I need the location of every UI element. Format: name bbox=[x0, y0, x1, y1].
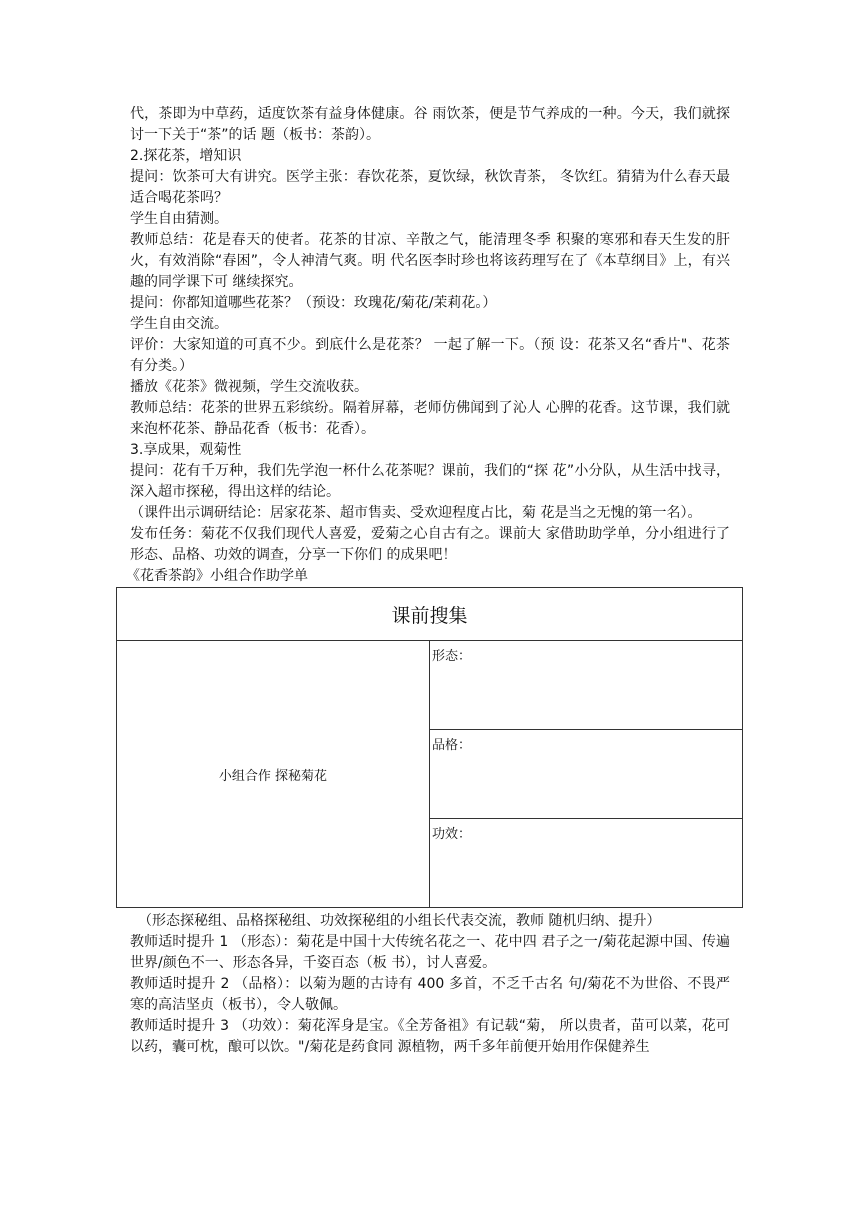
paragraph: 教师总结：花是春天的使者。花茶的甘凉、辛散之气，能清理冬季 积聚的寒邪和春天生发的肝火，有效消除“春困”，令人神清气爽。明 代名医李时珍也将该药理写在了《本草纲目》上，有兴趣的同学课下可 继续探究。 bbox=[130, 232, 730, 290]
paragraph: 教师适时提升 2 （品格）：以菊为题的古诗有 400 多首，不乏千古名 句/菊花不为世俗、不畏严寒的高洁坚贞（板书），令人敬佩。 bbox=[130, 976, 730, 1013]
paragraph: （形态探秘组、品格探秘组、功效探秘组的小组长代表交流，教师 随机归纳、提升） bbox=[138, 913, 661, 929]
paragraph: 评价：大家知道的可真不少。到底什么是花茶？ 一起了解一下。（预 设：花茶又名“香片"、花茶有分类。） bbox=[130, 337, 730, 374]
section-heading: 3.享成果，观菊性 bbox=[130, 442, 242, 458]
paragraph: 学生自由交流。 bbox=[130, 316, 228, 332]
document-body bbox=[126, 104, 730, 1058]
form-cell-shape[interactable]: 形态： bbox=[430, 641, 743, 730]
paragraph: 提问：你都知道哪些花茶？（预设：玫瑰花/菊花/茉莉花。） bbox=[130, 295, 497, 311]
paragraph: 提问：花有千万种，我们先学泡一杯什么花茶呢？课前，我们的“探 花”小分队，从生活中找寻，深入超市探秘，得出这样的结论。 bbox=[130, 463, 730, 500]
paragraph: 播放《花茶》微视频，学生交流收获。 bbox=[130, 379, 368, 395]
form-cell-efficacy[interactable]: 功效： bbox=[430, 819, 743, 908]
paragraph: 教师适时提升 1 （形态）：菊花是中国十大传统名花之一、花中四 君子之一/菊花起源中国、传遍世界/颜色不一、形态各异，千姿百态（板 书），讨人喜爱。 bbox=[130, 934, 730, 971]
paragraph: 教师适时提升 3 （功效）：菊花浑身是宝。《全芳备祖》有记载“菊， 所以贵者，苗可以菜，花可以药，囊可枕，酿可以饮。"/菊花是药食同 源植物，两千多年前便开始用作保健养生 bbox=[130, 1018, 730, 1055]
table-caption: 《花香茶韵》小组合作助学单 bbox=[126, 568, 308, 584]
paragraph: 代，茶即为中草药，适度饮茶有益身体健康。谷 雨饮茶，便是节气养成的一种。今天，我们就探讨一下关于“茶”的话 题（板书：茶韵）。 bbox=[130, 106, 730, 143]
paragraph: 提问：饮茶可大有讲究。医学主张：春饮花茶，夏饮绿，秋饮青茶， 冬饮红。猜猜为什么春天最适合喝花茶吗？ bbox=[130, 169, 730, 206]
paragraph: （课件出示调研结论：居家花茶、超市售卖、受欢迎程度占比，菊 花是当之无愧的第一名）。 bbox=[130, 505, 702, 521]
table-title: 课前搜集 bbox=[117, 588, 743, 641]
form-cell-character[interactable]: 品格： bbox=[430, 730, 743, 819]
paragraph: 学生自由猜测。 bbox=[130, 211, 228, 227]
study-sheet-table bbox=[116, 587, 743, 908]
table-left-label: 小组合作 探秘菊花 bbox=[117, 641, 430, 908]
paragraph: 教师总结：花茶的世界五彩缤纷。隔着屏幕，老师仿佛闻到了沁人 心脾的花香。这节课，我们就来泡杯花茶、静品花香（板书：花香）。 bbox=[130, 400, 730, 437]
section-heading: 2.探花茶，增知识 bbox=[130, 148, 242, 164]
paragraph: 发布任务：菊花不仅我们现代人喜爱，爱菊之心自古有之。课前大 家借助助学单，分小组进行了形态、品格、功效的调查，分享一下你们 的成果吧！ bbox=[130, 526, 730, 563]
